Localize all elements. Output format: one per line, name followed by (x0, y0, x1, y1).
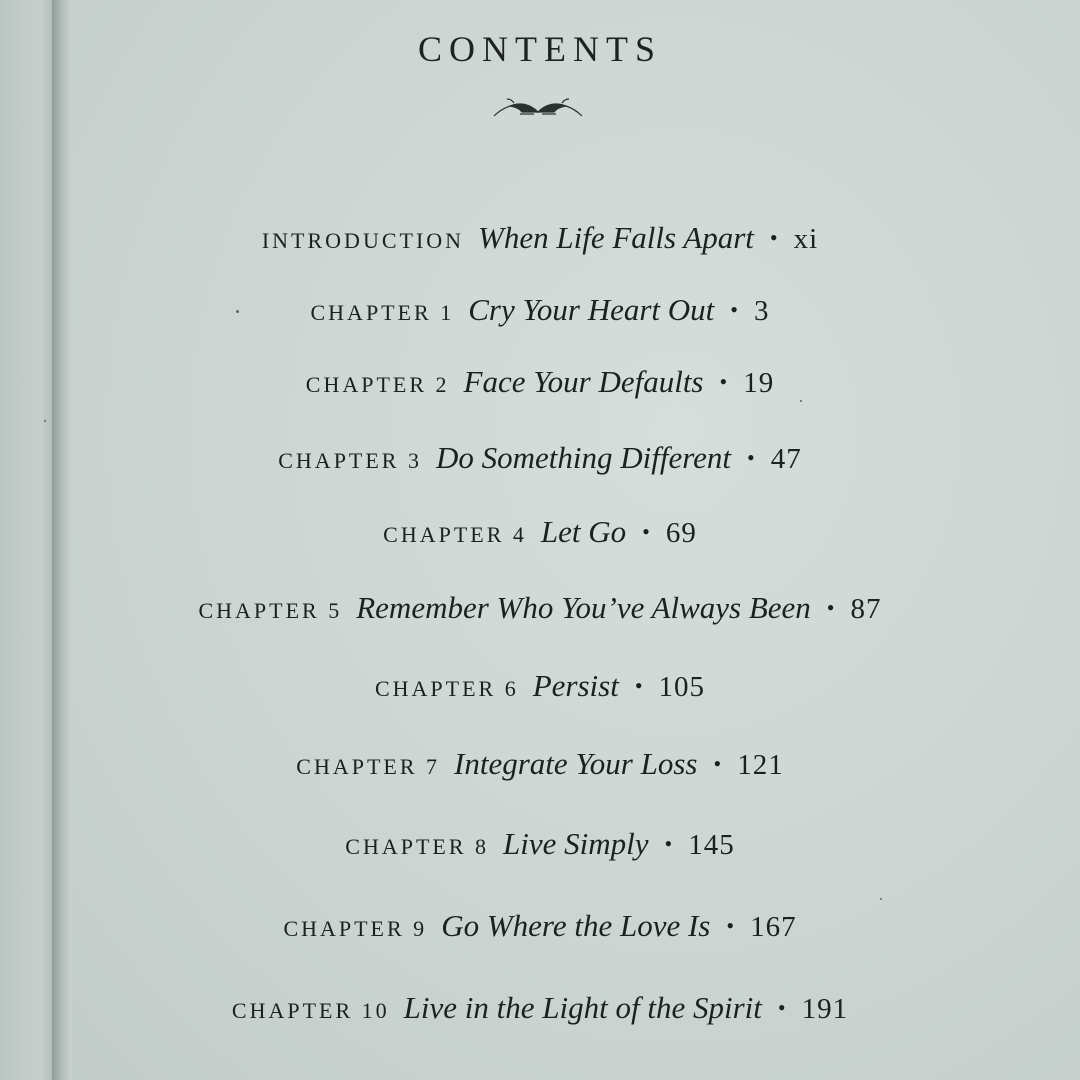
separator-dot: • (713, 751, 722, 776)
entry-title: Live Simply (503, 826, 649, 861)
entry-page-number: 145 (688, 829, 735, 861)
separator-dot: • (826, 595, 835, 620)
toc-entry-chapter-8 (0, 826, 1080, 862)
entry-title: Do Something Different (436, 440, 732, 475)
entry-page-number: 121 (737, 749, 784, 781)
separator-dot: • (730, 297, 738, 322)
entry-title: Persist (532, 668, 619, 703)
entry-label: CHAPTER 10 (231, 998, 390, 1023)
toc-entry-chapter-1 (0, 292, 1080, 328)
entry-title: Remember Who You’ve Always Been (356, 590, 811, 625)
entry-title: Face Your Defaults (463, 364, 704, 399)
entry-page-number: 87 (850, 593, 882, 625)
separator-dot: • (777, 995, 786, 1020)
separator-dot: • (726, 913, 735, 938)
entry-title: Integrate Your Loss (454, 746, 698, 781)
entry-label: CHAPTER 2 (305, 372, 450, 397)
entry-page-number: 69 (665, 517, 697, 549)
leaf-flourish-icon (490, 94, 586, 122)
entry-page-number: 167 (750, 911, 797, 943)
entry-label: CHAPTER 9 (283, 916, 428, 941)
toc-entry-chapter-2 (0, 364, 1080, 400)
entry-title: Go Where the Love Is (441, 908, 711, 943)
entry-label: CHAPTER 6 (374, 676, 519, 701)
separator-dot: • (747, 445, 755, 470)
separator-dot: • (642, 519, 650, 544)
entry-title: Let Go (540, 514, 627, 549)
entry-page-number: 47 (770, 443, 802, 475)
toc-entry-chapter-7 (0, 746, 1080, 782)
entry-page-number: 19 (743, 367, 775, 399)
entry-label: CHAPTER 4 (383, 522, 527, 547)
entry-label: CHAPTER 7 (296, 754, 441, 779)
entry-title: Cry Your Heart Out (468, 292, 715, 327)
page-title: CONTENTS (418, 29, 662, 69)
entry-title: Live in the Light of the Spirit (403, 990, 762, 1025)
entry-label: CHAPTER 3 (278, 448, 422, 473)
paper-speck (880, 898, 882, 900)
entry-page-number: 3 (754, 295, 770, 327)
entry-page-number: 105 (658, 671, 706, 703)
separator-dot: • (719, 369, 728, 394)
entry-label: INTRODUCTION (261, 228, 465, 253)
separator-dot: • (664, 831, 673, 856)
toc-entry-chapter-10 (0, 990, 1080, 1026)
toc-entry-chapter-3 (0, 440, 1080, 476)
entry-label: CHAPTER 5 (198, 598, 343, 623)
entry-label: CHAPTER 8 (345, 834, 490, 859)
toc-entry-chapter-5 (0, 590, 1080, 626)
separator-dot: • (634, 673, 643, 698)
paper-speck (800, 400, 802, 402)
entry-page-number: xi (793, 223, 819, 255)
toc-entry-introduction (0, 220, 1080, 256)
toc-entry-chapter-4 (0, 514, 1080, 550)
toc-entry-chapter-9 (0, 908, 1080, 944)
entry-title: When Life Falls Apart (478, 220, 754, 255)
paper-speck (236, 310, 239, 313)
entry-page-number: 191 (801, 993, 849, 1025)
entry-label: CHAPTER 1 (310, 300, 455, 325)
paper-speck (44, 420, 46, 422)
toc-entry-chapter-6 (0, 668, 1080, 704)
separator-dot: • (769, 225, 778, 250)
